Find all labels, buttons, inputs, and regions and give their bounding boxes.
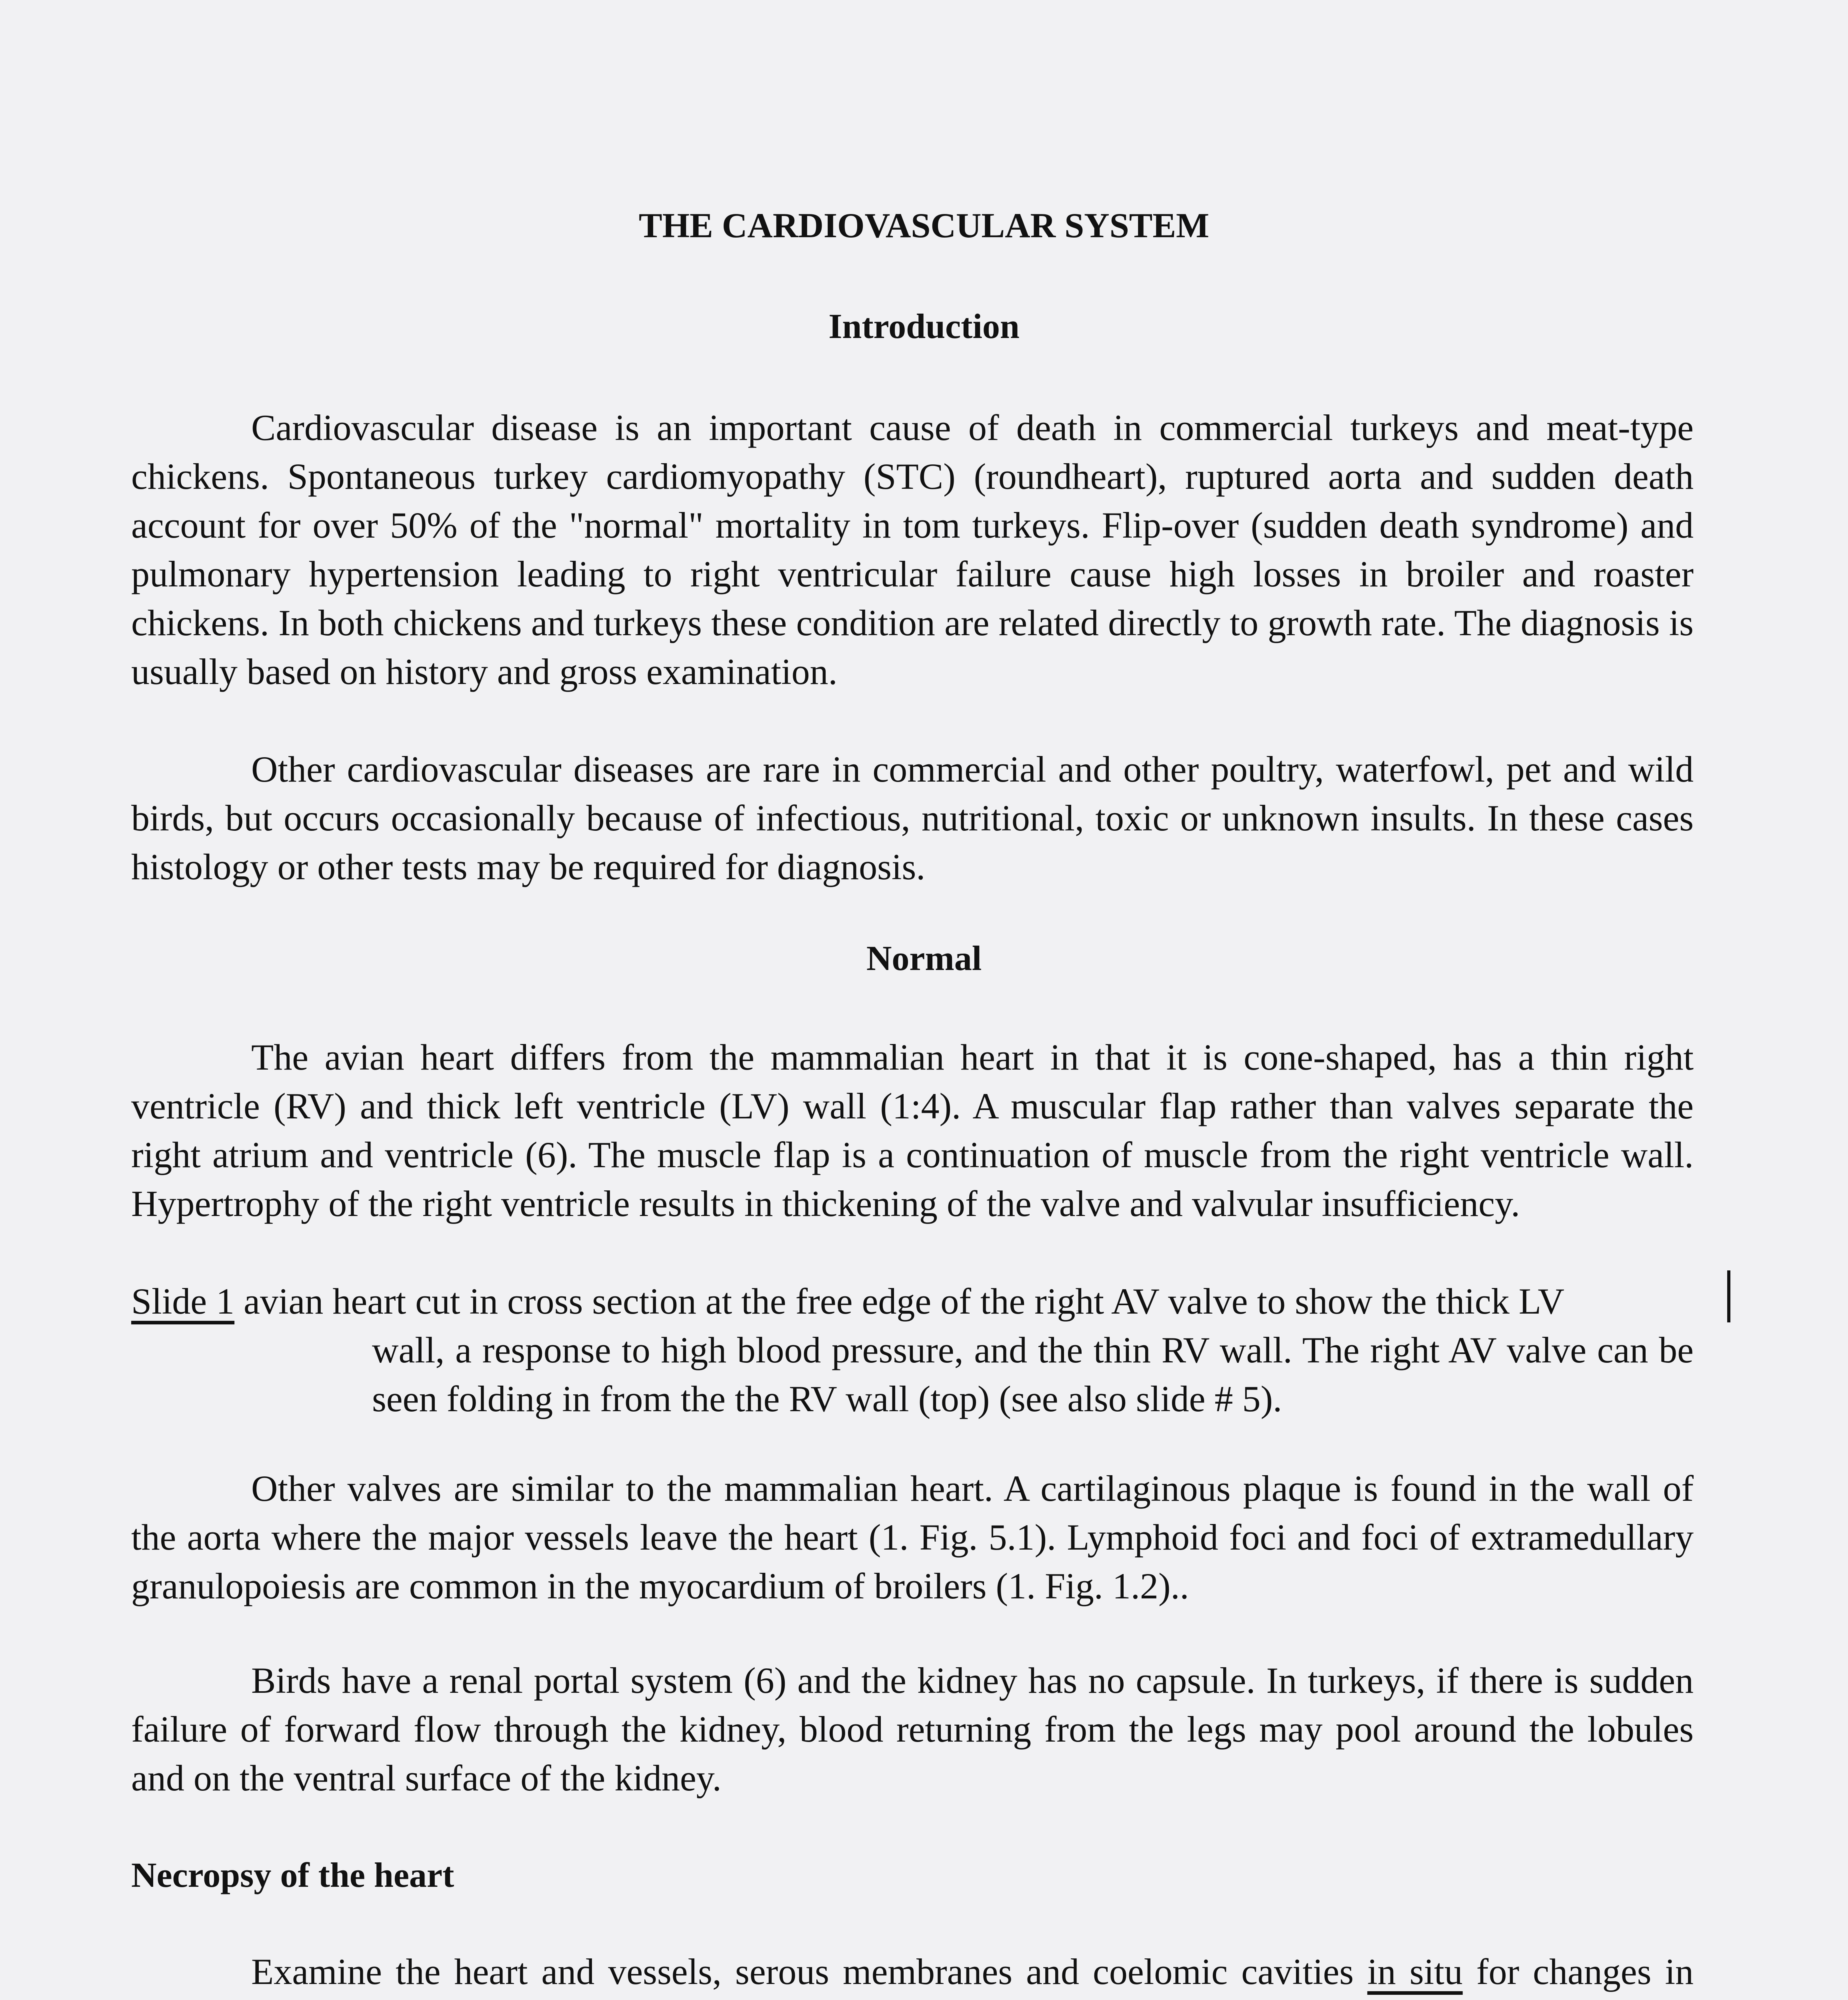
slide-1-label: Slide 1 <box>131 1281 235 1322</box>
introduction-paragraph-1: Cardiovascular disease is an important cause of death in commercial turkeys and meat-type chickens. Spontaneous turkey cardiomyopathy (STC) (roundheart), ruptured aorta and sudden death account for over 50% of the "normal" mortality in tom turkeys. Flip-over (sudden death syndrome) and pulmonary hypertension leading to right ventricular failure cause high losses in broiler and roaster chickens. In both chickens and turkeys these condition are related directly to growth rate. The diagnosis is usually based on history and gross examination. <box>131 407 1694 692</box>
slide-1-text-first-line: avian heart cut in cross section at the free edge of the right AV valve to show the thick LV <box>244 1281 1564 1322</box>
necropsy-paragraph-1 <box>131 1947 1694 2000</box>
normal-paragraph-2: Other valves are similar to the mammalian heart. A cartilaginous plaque is found in the wall of the aorta where the major vessels leave the heart (1. Fig. 5.1). Lymphoid foci and foci of extramedullary granulopoiesis are common in the myocardium of broilers (1. Fig. 1.2).. <box>131 1468 1694 1606</box>
normal-heading: Normal <box>866 939 982 978</box>
introduction-heading: Introduction <box>828 307 1020 346</box>
necropsy-text-before: Examine the heart and vessels, serous membranes and coelomic cavities <box>251 1951 1368 1992</box>
necropsy-text-after: for changes in <box>1476 1951 1694 1992</box>
normal-paragraph-1: The avian heart differs from the mammalian heart in that it is cone-shaped, has a thin right ventricle (RV) and thick left ventricle (LV) wall (1:4). A muscular flap rather than valves separate the right atrium and ventricle (6). The muscle flap is a continuation of muscle from the right ventricle wall. Hypertrophy of the right ventricle results in thickening of the valve and valvular insufficiency. <box>131 1037 1694 1224</box>
slide-1-text-continued: wall, a response to high blood pressure, and the thin RV wall. The right AV valve can be seen folding in from the the RV wall (top) (see also slide # 5). <box>372 1330 1694 1419</box>
in-situ-term: in situ <box>1367 1951 1463 1992</box>
necropsy-heading: Necropsy of the heart <box>131 1856 454 1895</box>
introduction-paragraph-2: Other cardiovascular diseases are rare in commercial and other poultry, waterfowl, pet and wild birds, but occurs occasionally because of infectious, nutritional, toxic or unknown insults. In these cases histology or other tests may be required for diagnosis. <box>131 749 1694 887</box>
page-title: THE CARDIOVASCULAR SYSTEM <box>638 206 1210 245</box>
slide-1-caption <box>131 1277 1694 1326</box>
normal-paragraph-3: Birds have a renal portal system (6) and the kidney has no capsule. In turkeys, if there is sudden failure of forward flow through the kidney, blood returning from the legs may pool around the lobules and on the ventral surface of the kidney. <box>131 1660 1694 1798</box>
margin-bar-mark <box>1727 1270 1730 1322</box>
